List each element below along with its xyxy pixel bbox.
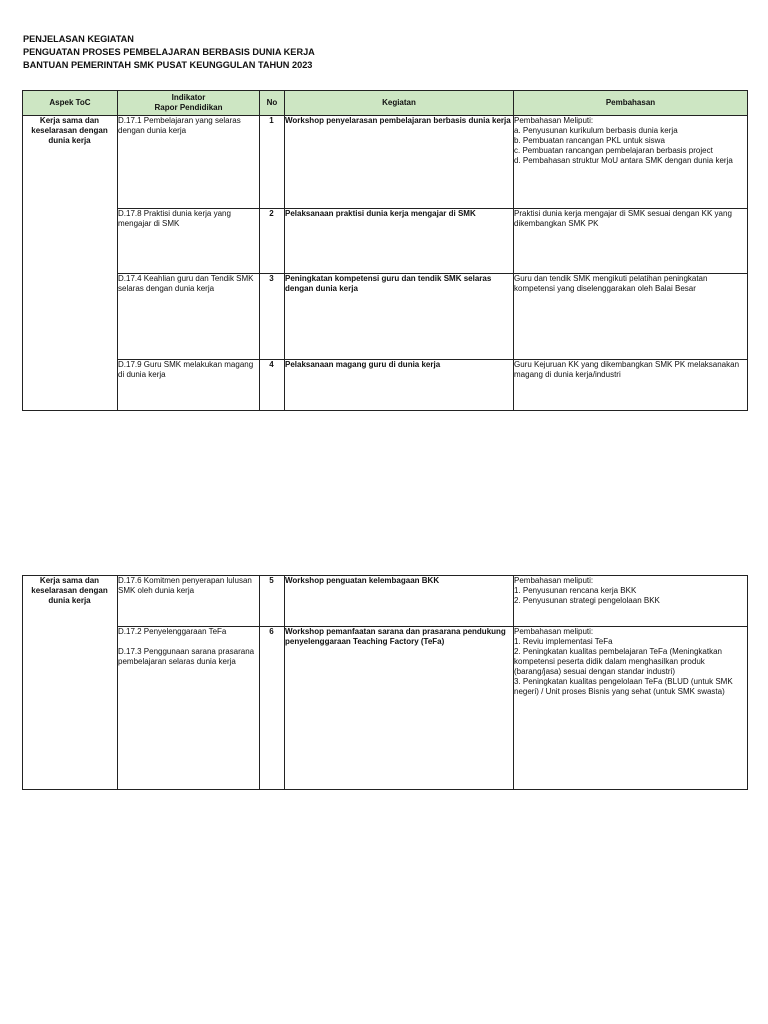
document-title-block bbox=[23, 33, 315, 72]
pembahasan-line: d. Pembahasan struktur MoU antara SMK dengan dunia kerja bbox=[514, 156, 733, 165]
activity-table-2 bbox=[22, 575, 748, 790]
pembahasan-line: Praktisi dunia kerja mengajar di SMK sesuai dengan KK yang dikembangkan SMK PK bbox=[514, 209, 732, 228]
indikator-cell bbox=[118, 576, 260, 627]
header-indikator-line1: Indikator bbox=[171, 93, 206, 102]
table-row bbox=[23, 576, 748, 627]
indikator-cell bbox=[118, 627, 260, 790]
header-kegiatan: Kegiatan bbox=[285, 91, 514, 116]
paragraph-spacer bbox=[118, 637, 258, 647]
title-line-3: BANTUAN PEMERINTAH SMK PUSAT KEUNGGULAN TAHUN 2023 bbox=[23, 60, 313, 70]
pembahasan-line: Guru Kejuruan KK yang dikembangkan SMK PK melaksanakan magang di dunia kerja/industri bbox=[514, 360, 740, 379]
no-cell: 4 bbox=[260, 360, 285, 411]
table-row bbox=[23, 627, 748, 790]
activity-table-1 bbox=[22, 90, 748, 411]
no-cell: 1 bbox=[260, 116, 285, 209]
pembahasan-cell bbox=[514, 576, 748, 627]
pembahasan-line: Pembahasan meliputi: bbox=[514, 627, 594, 636]
no-cell: 3 bbox=[260, 274, 285, 360]
pembahasan-cell bbox=[514, 627, 748, 790]
indikator-cell: D.17.1 Pembelajaran yang selaras dengan dunia kerja bbox=[118, 116, 260, 209]
indikator-line: D.17.2 Penyelenggaraan TeFa bbox=[118, 627, 227, 636]
indikator-line: D.17.6 Komitmen penyerapan lulusan SMK oleh dunia kerja bbox=[118, 576, 252, 595]
no-cell: 2 bbox=[260, 209, 285, 274]
header-aspek: Aspek ToC bbox=[23, 91, 118, 116]
table-header-row bbox=[23, 91, 748, 116]
pembahasan-cell bbox=[514, 209, 748, 274]
pembahasan-line: Pembahasan meliputi: bbox=[514, 576, 594, 585]
kegiatan-cell: Pelaksanaan praktisi dunia kerja mengajar di SMK bbox=[285, 209, 514, 274]
header-indikator bbox=[118, 91, 260, 116]
header-indikator-line2: Rapor Pendidikan bbox=[154, 103, 223, 112]
aspek-cell: Kerja sama dan keselarasan dengan dunia kerja bbox=[23, 576, 118, 790]
kegiatan-cell: Workshop penguatan kelembagaan BKK bbox=[285, 576, 514, 627]
pembahasan-line: 3. Peningkatan kualitas pengelolaan TeFa (BLUD (untuk SMK negeri) / Unit proses Bisnis yang sehat (untuk SMK swasta) bbox=[514, 677, 733, 696]
table-row bbox=[23, 360, 748, 411]
title-line-1: PENJELASAN KEGIATAN bbox=[23, 34, 134, 44]
kegiatan-cell: Pelaksanaan magang guru di dunia kerja bbox=[285, 360, 514, 411]
pembahasan-line: c. Pembuatan rancangan pembelajaran berbasis project bbox=[514, 146, 713, 155]
pembahasan-cell bbox=[514, 360, 748, 411]
pembahasan-line: 1. Penyusunan rencana kerja BKK bbox=[514, 586, 637, 595]
kegiatan-cell: Peningkatan kompetensi guru dan tendik SMK selaras dengan dunia kerja bbox=[285, 274, 514, 360]
kegiatan-cell: Workshop pemanfaatan sarana dan prasarana pendukung penyelenggaraan Teaching Factory (TeFa) bbox=[285, 627, 514, 790]
header-no: No bbox=[260, 91, 285, 116]
kegiatan-cell: Workshop penyelarasan pembelajaran berbasis dunia kerja bbox=[285, 116, 514, 209]
pembahasan-cell bbox=[514, 116, 748, 209]
pembahasan-line: 2. Peningkatan kualitas pembelajaran TeFa (Meningkatkan kompetensi peserta didik dalam menghasilkan produk (barang/jasa) sesuai dengan standar industri) bbox=[514, 647, 722, 676]
no-cell: 6 bbox=[260, 627, 285, 790]
pembahasan-cell bbox=[514, 274, 748, 360]
pembahasan-line: b. Pembuatan rancangan PKL untuk siswa bbox=[514, 136, 665, 145]
indikator-line: D.17.3 Penggunaan sarana prasarana pembelajaran selaras dunia kerja bbox=[118, 647, 255, 666]
table-row bbox=[23, 209, 748, 274]
pembahasan-line: Guru dan tendik SMK mengikuti pelatihan peningkatan kompetensi yang diselenggarakan oleh Balai Besar bbox=[514, 274, 708, 293]
indikator-cell: D.17.8 Praktisi dunia kerja yang mengajar di SMK bbox=[118, 209, 260, 274]
pembahasan-line: 1. Reviu implementasi TeFa bbox=[514, 637, 613, 646]
title-line-2: PENGUATAN PROSES PEMBELAJARAN BERBASIS DUNIA KERJA bbox=[23, 47, 315, 57]
pembahasan-line: 2. Penyusunan strategi pengelolaan BKK bbox=[514, 596, 660, 605]
table-row bbox=[23, 274, 748, 360]
header-pembahasan: Pembahasan bbox=[514, 91, 748, 116]
indikator-cell: D.17.9 Guru SMK melakukan magang di dunia kerja bbox=[118, 360, 260, 411]
no-cell: 5 bbox=[260, 576, 285, 627]
table-row bbox=[23, 116, 748, 209]
pembahasan-line: a. Penyusunan kurikulum berbasis dunia kerja bbox=[514, 126, 678, 135]
pembahasan-line: Pembahasan Meliputi: bbox=[514, 116, 594, 125]
aspek-cell: Kerja sama dan keselarasan dengan dunia kerja bbox=[23, 116, 118, 411]
indikator-cell: D.17.4 Keahlian guru dan Tendik SMK selaras dengan dunia kerja bbox=[118, 274, 260, 360]
